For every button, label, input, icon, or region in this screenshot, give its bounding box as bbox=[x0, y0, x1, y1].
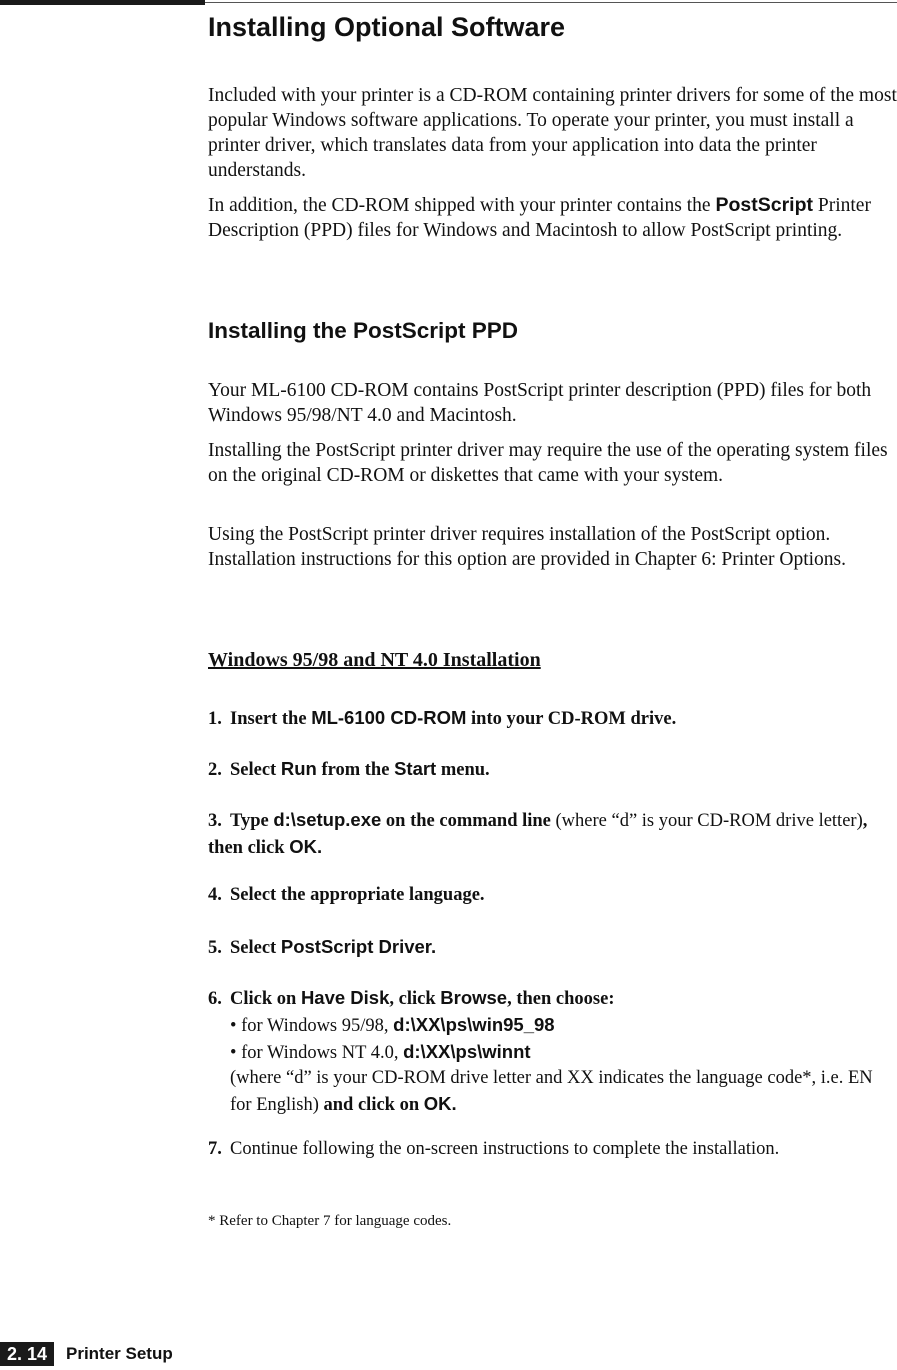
step-1: 1. Insert the ML-6100 CD-ROM into your CD-ROM drive. bbox=[208, 707, 677, 729]
step-2: 2. Select Run from the Start menu. bbox=[208, 758, 490, 780]
intro-paragraph-postscript: In addition, the CD-ROM shipped with your printer contains the PostScript Printer Description (PPD) files for Windows and Macintosh to allow PostScript printing. bbox=[208, 194, 871, 241]
section-paragraph-2: Installing the PostScript printer driver may require the use of the operating system files on the original CD-ROM or diskettes that came with your system. bbox=[208, 440, 888, 486]
step-6-windows98-path: • for Windows 95/98, d:\XX\ps\win95_98 bbox=[230, 1014, 555, 1036]
header-rule-thick bbox=[0, 0, 205, 5]
step-6-note: (where “d” is your CD-ROM drive letter and XX indicates the language code*, i.e. EN for English) and click on OK. bbox=[230, 1068, 873, 1115]
section-paragraph-1: Your ML-6100 CD-ROM contains PostScript printer description (PPD) files for both Windows 95/98/NT 4.0 and Macintosh. bbox=[208, 380, 872, 426]
step-5: 5. Select PostScript Driver. bbox=[208, 936, 437, 958]
step-6: 6. Click on Have Disk, click Browse, then choose: • for Windows 95/98, d:\XX\ps\win95_98 • for Windows NT 4.0, d:\XX\ps\winnt (where “d” is your CD-ROM drive letter and XX indicates the language code*, i.e. EN for English) and click on OK. bbox=[208, 985, 897, 1118]
step-6-winnt-path: • for Windows NT 4.0, d:\XX\ps\winnt bbox=[230, 1041, 531, 1063]
step-4: 4. Select the appropriate language. bbox=[208, 885, 485, 905]
footer-title: Printer Setup bbox=[66, 1344, 173, 1363]
step-7: 7. Continue following the on-screen instructions to complete the installation. bbox=[208, 1139, 780, 1159]
page-title: Installing Optional Software bbox=[208, 12, 566, 42]
section-heading: Installing the PostScript PPD bbox=[208, 318, 519, 343]
intro-paragraph: Included with your printer is a CD-ROM containing printer drivers for some of the most popular Windows software applications. To operate your printer, you must install a printer driver, which translates data from your application into data the printer understands. bbox=[208, 85, 897, 181]
page-number: 2. 14 bbox=[0, 1342, 54, 1366]
header-rule-thin bbox=[205, 2, 897, 3]
section-paragraph-3: Using the PostScript printer driver requires installation of the PostScript option. Installation instructions for this option are provided in Chapter 6: Printer Options. bbox=[208, 524, 846, 570]
subsection-heading: Windows 95/98 and NT 4.0 Installation bbox=[208, 649, 541, 671]
postscript-term: PostScript bbox=[715, 194, 813, 216]
step-3: 3. Type d:\setup.exe on the command line (where “d” is your CD-ROM drive letter), then click OK. bbox=[208, 809, 868, 858]
footnote: * Refer to Chapter 7 for language codes. bbox=[208, 1213, 452, 1229]
